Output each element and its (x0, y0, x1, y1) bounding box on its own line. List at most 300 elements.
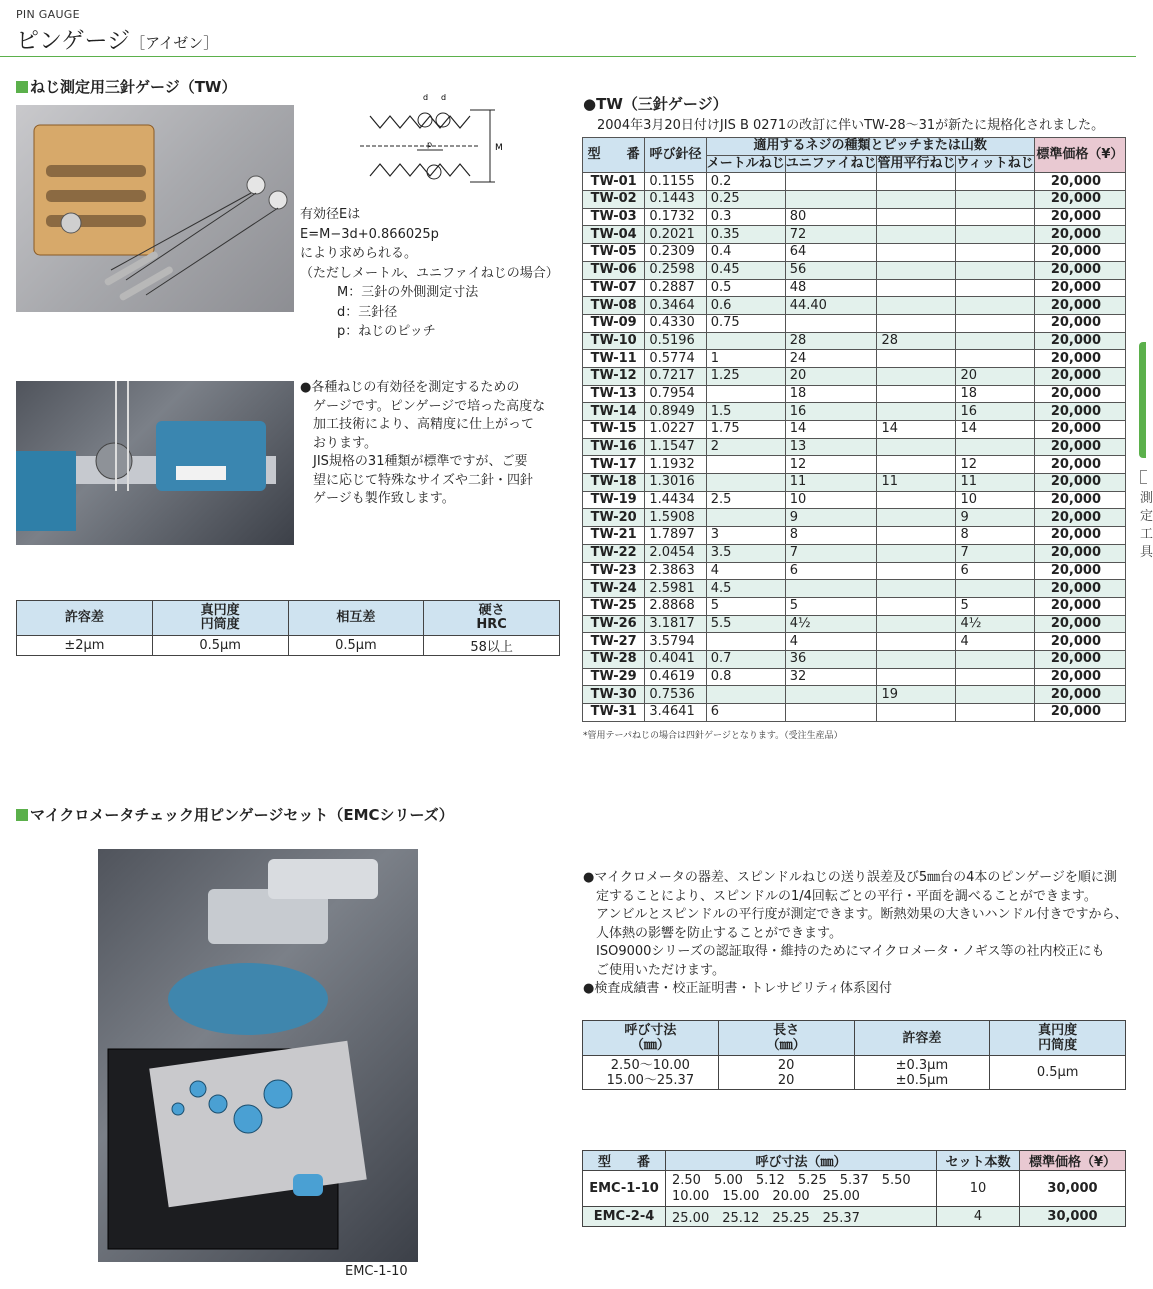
col-header-price: 標準価格（¥） (1020, 1151, 1126, 1171)
tw-whitworth (956, 314, 1034, 332)
tw-metric: 0.3 (706, 208, 785, 226)
emc-model-table (582, 1150, 1126, 1227)
tw-model: TW-03 (583, 208, 645, 226)
tw-unified (785, 314, 877, 332)
tw-pipe (877, 191, 956, 209)
table-row (583, 597, 1126, 615)
tw-pipe (877, 226, 956, 244)
col-header-metric: メートルねじ (706, 156, 785, 172)
tw-price: 20,000 (1034, 226, 1125, 244)
emc-model: EMC-2-4 (583, 1207, 666, 1227)
tw-model: TW-30 (583, 686, 645, 704)
tw-price: 20,000 (1034, 350, 1125, 368)
diagram-m-label: M (495, 143, 503, 153)
tw-diameter: 0.7217 (645, 367, 706, 385)
tw-price: 20,000 (1034, 456, 1125, 474)
tw-whitworth: 20 (956, 367, 1034, 385)
tw-model: TW-28 (583, 650, 645, 668)
tw-metric: 3 (706, 527, 785, 545)
emc-sizes-line: 2.50 5.00 5.12 5.25 5.37 5.50 (672, 1172, 911, 1188)
tw-diameter: 0.2887 (645, 279, 706, 297)
tw-diameter: 3.5794 (645, 633, 706, 651)
description-line: アンビルとスピンドルの平行度が測定できます。断熱効果の大きいハンドル付きですから、 (583, 907, 1128, 922)
tw-whitworth (956, 704, 1034, 722)
tw-price: 20,000 (1034, 403, 1125, 421)
tw-unified: 8 (785, 527, 877, 545)
col-header-price: 標準価格（¥） (1034, 138, 1125, 173)
tw-metric: 5.5 (706, 615, 785, 633)
tw-price: 20,000 (1034, 385, 1125, 403)
tw-pipe (877, 297, 956, 315)
tw-metric: 0.25 (706, 191, 785, 209)
description-line: ●各種ねじの有効径を測定するための (300, 380, 520, 395)
tw-whitworth: 9 (956, 509, 1034, 527)
tw-metric (706, 385, 785, 403)
col-header-group: 適用するネジの種類とピッチまたは山数 (706, 138, 1034, 156)
tw-pipe (877, 704, 956, 722)
tw-unified (785, 173, 877, 191)
description-line: ゲージも製作致します。 (300, 491, 455, 506)
title-text: ピンゲージ (16, 28, 131, 54)
tw-metric: 6 (706, 704, 785, 722)
tw-price: 20,000 (1034, 314, 1125, 332)
spec-value: 0.5μm (152, 636, 288, 656)
table-row (583, 527, 1126, 545)
table-row (583, 367, 1126, 385)
spec-header: 許容差 (17, 601, 153, 636)
micrometer-illustration (16, 381, 294, 545)
tw-model: TW-18 (583, 474, 645, 492)
tw-metric: 1 (706, 350, 785, 368)
table-row (583, 562, 1126, 580)
tw-pipe (877, 491, 956, 509)
tw-unified: 10 (785, 491, 877, 509)
tw-price: 20,000 (1034, 208, 1125, 226)
tw-pipe (877, 350, 956, 368)
tw-unified: 4 (785, 633, 877, 651)
table-row (583, 279, 1126, 297)
description-line: ●マイクロメータの器差、スピンドルねじの送り誤差及び5㎜台の4本のピンゲージを順に測 (583, 870, 1117, 885)
tw-pipe (877, 208, 956, 226)
tw-pipe (877, 173, 956, 191)
tw-price: 20,000 (1034, 704, 1125, 722)
tw-pipe (877, 509, 956, 527)
tw-diameter: 0.2021 (645, 226, 706, 244)
tw-model: TW-22 (583, 544, 645, 562)
tw-whitworth (956, 279, 1034, 297)
tw-whitworth (956, 686, 1034, 704)
tw-unified (785, 704, 877, 722)
tw-model: TW-27 (583, 633, 645, 651)
diagram-p-label: p (427, 140, 433, 149)
tw-pipe (877, 261, 956, 279)
table-row (583, 403, 1126, 421)
tw-diameter: 1.7897 (645, 527, 706, 545)
tw-unified: 13 (785, 438, 877, 456)
tw-price: 20,000 (1034, 332, 1125, 350)
emc-price: 30,000 (1020, 1207, 1126, 1227)
tw-price: 20,000 (1034, 191, 1125, 209)
tw-model: TW-12 (583, 367, 645, 385)
description-line: 加工技術により、高精度に仕上がって (300, 417, 535, 432)
tw-price: 20,000 (1034, 244, 1125, 262)
tw-pipe (877, 438, 956, 456)
tw-whitworth (956, 580, 1034, 598)
description-line: 人体熱の影響を防止することができます。 (583, 925, 842, 941)
tw-pipe (877, 403, 956, 421)
tw-metric: 2.5 (706, 491, 785, 509)
tw-metric: 0.8 (706, 668, 785, 686)
tw-diameter: 1.0227 (645, 421, 706, 439)
tw-whitworth: 8 (956, 527, 1034, 545)
emc-model: EMC-1-10 (583, 1171, 666, 1207)
table-row (583, 208, 1126, 226)
tw-pipe (877, 456, 956, 474)
col-header-model: 型 番 (583, 138, 645, 173)
tw-table-title: ●TW（三針ゲージ） (583, 95, 728, 113)
tw-model: TW-23 (583, 562, 645, 580)
emc-sizes-line: 10.00 15.00 20.00 25.00 (672, 1188, 860, 1204)
tw-diameter: 0.7536 (645, 686, 706, 704)
heading-square-icon (16, 81, 28, 93)
tw-unified: 12 (785, 456, 877, 474)
spec-header: 真円度 円筒度 (152, 601, 288, 636)
emc-count: 4 (937, 1207, 1020, 1227)
table-row (583, 615, 1126, 633)
tw-metric: 3.5 (706, 544, 785, 562)
tw-unified: 14 (785, 421, 877, 439)
tw-metric: 0.35 (706, 226, 785, 244)
tw-whitworth (956, 173, 1034, 191)
tw-whitworth (956, 261, 1034, 279)
table-row (583, 261, 1126, 279)
tw-price: 20,000 (1034, 491, 1125, 509)
tw-metric: 0.4 (706, 244, 785, 262)
col-header-unified: ユニファイねじ (785, 156, 877, 172)
tw-price: 20,000 (1034, 474, 1125, 492)
tw-model: TW-10 (583, 332, 645, 350)
tw-metric: 2 (706, 438, 785, 456)
tw-unified: 16 (785, 403, 877, 421)
tw-whitworth: 16 (956, 403, 1034, 421)
tw-model: TW-06 (583, 261, 645, 279)
spec-header: 相互差 (288, 601, 424, 636)
tw-metric: 0.2 (706, 173, 785, 191)
tw-whitworth (956, 332, 1034, 350)
tw-unified: 9 (785, 509, 877, 527)
tw-model: TW-08 (583, 297, 645, 315)
description-line: 定することにより、スピンドルの1/4回転ごとの平行・平面を調べることができます。 (583, 888, 1097, 904)
spec-header: 真円度 円筒度 (990, 1021, 1126, 1056)
tw-model: TW-26 (583, 615, 645, 633)
tw-price: 20,000 (1034, 597, 1125, 615)
description-line: ISO9000シリーズの認証取得・維持のためにマイクロメータ・ノギス等の社内校正にも (583, 944, 1105, 959)
emc-sizes (666, 1171, 937, 1207)
tw-whitworth (956, 438, 1034, 456)
tw-metric: 0.6 (706, 297, 785, 315)
tw-whitworth: 12 (956, 456, 1034, 474)
table-row (583, 1207, 1126, 1227)
diagram-d-label: d (441, 93, 447, 102)
tw-price: 20,000 (1034, 527, 1125, 545)
tw-model: TW-25 (583, 597, 645, 615)
tw-pipe: 14 (877, 421, 956, 439)
formula-line: p：ねじのピッチ (324, 324, 436, 339)
col-header-diameter: 呼び針径 (645, 138, 706, 173)
spec-header: 硬さ HRC (424, 601, 560, 636)
tw-diameter: 0.4619 (645, 668, 706, 686)
formula-line: d：三針径 (324, 304, 398, 320)
tw-unified: 28 (785, 332, 877, 350)
tw-metric: 4.5 (706, 580, 785, 598)
diagram-d-label: d (423, 93, 429, 102)
emc-section-heading: マイクロメータチェック用ピンゲージセット（EMCシリーズ） (16, 804, 454, 825)
tw-price: 20,000 (1034, 633, 1125, 651)
tw-unified: 11 (785, 474, 877, 492)
spec-value: 0.5μm (288, 636, 424, 656)
tw-price: 20,000 (1034, 438, 1125, 456)
table-row (583, 544, 1126, 562)
emc-description (583, 869, 1127, 999)
description-line: JIS規格の31種類が標準ですが、ご要 (300, 454, 528, 469)
spec-value-length: 20 20 (718, 1056, 854, 1090)
tw-pipe (877, 544, 956, 562)
tw-pipe (877, 668, 956, 686)
page-title (16, 22, 218, 55)
col-header-count: セット本数 (937, 1151, 1020, 1171)
table-row (583, 314, 1126, 332)
table-row (583, 633, 1126, 651)
tw-pipe (877, 633, 956, 651)
tw-section-heading: ねじ測定用三針ゲージ（TW） (16, 76, 236, 97)
tw-case-photo (16, 105, 294, 312)
tw-unified: 18 (785, 385, 877, 403)
tw-unified (785, 580, 877, 598)
table-row (583, 474, 1126, 492)
tw-diameter: 0.3464 (645, 297, 706, 315)
header-rule (0, 56, 1136, 57)
tw-model: TW-19 (583, 491, 645, 509)
emc-set-photo (98, 849, 418, 1262)
heading-square-icon (16, 809, 28, 821)
tw-diameter: 2.8868 (645, 597, 706, 615)
tw-whitworth: 4½ (956, 615, 1034, 633)
tw-model: TW-11 (583, 350, 645, 368)
tw-unified: 4½ (785, 615, 877, 633)
tw-diameter: 1.1932 (645, 456, 706, 474)
tw-pipe (877, 562, 956, 580)
spec-value: 58以上 (424, 636, 560, 656)
tw-diameter: 0.5196 (645, 332, 706, 350)
tw-price: 20,000 (1034, 668, 1125, 686)
col-header-sizes: 呼び寸法（㎜） (666, 1151, 937, 1171)
tw-diameter: 0.7954 (645, 385, 706, 403)
side-index-tab (1139, 342, 1146, 458)
tw-unified: 80 (785, 208, 877, 226)
tw-diameter: 0.1443 (645, 191, 706, 209)
tw-whitworth: 6 (956, 562, 1034, 580)
tw-unified: 48 (785, 279, 877, 297)
col-header-pipe: 管用平行ねじ (877, 156, 956, 172)
tw-pipe: 19 (877, 686, 956, 704)
tw-diameter: 1.1547 (645, 438, 706, 456)
tw-price: 20,000 (1034, 261, 1125, 279)
tw-whitworth: 5 (956, 597, 1034, 615)
tw-metric (706, 456, 785, 474)
tw-price: 20,000 (1034, 297, 1125, 315)
emc-spec-table (582, 1020, 1126, 1090)
tw-whitworth: 14 (956, 421, 1034, 439)
tw-table-intro: 2004年3月20日付けJIS B 0271の改訂に伴いTW-28～31が新たに規格化されました。 (597, 118, 1105, 133)
emc-price: 30,000 (1020, 1171, 1126, 1207)
description-line: ゲージです。ピンゲージで培った高度な (300, 398, 546, 414)
col-header-model: 型 番 (583, 1151, 666, 1171)
tw-diameter: 2.5981 (645, 580, 706, 598)
tw-model: TW-21 (583, 527, 645, 545)
tw-price: 20,000 (1034, 615, 1125, 633)
tw-model: TW-07 (583, 279, 645, 297)
tw-model: TW-20 (583, 509, 645, 527)
tw-case-illustration (16, 105, 294, 312)
tw-whitworth (956, 244, 1034, 262)
tw-whitworth (956, 350, 1034, 368)
tw-model: TW-05 (583, 244, 645, 262)
tw-pipe (877, 385, 956, 403)
tw-diameter: 3.1817 (645, 615, 706, 633)
formula-line: （ただしメートル、ユニファイねじの場合） (300, 265, 559, 281)
table-row (583, 509, 1126, 527)
tw-price: 20,000 (1034, 279, 1125, 297)
formula-line: E=M−3d+0.866025p (300, 226, 439, 242)
spec-value: ±2μm (17, 636, 153, 656)
page-label: PIN GAUGE (16, 8, 80, 21)
tw-price: 20,000 (1034, 421, 1125, 439)
tw-metric: 0.5 (706, 279, 785, 297)
tw-diameter: 0.4041 (645, 650, 706, 668)
formula-line: により求められる。 (300, 246, 418, 261)
col-header-whitworth: ウィットねじ (956, 156, 1034, 172)
tw-unified: 6 (785, 562, 877, 580)
tw-pipe (877, 527, 956, 545)
table-row (583, 191, 1126, 209)
tw-spec-table (16, 600, 560, 656)
table-row (583, 704, 1126, 722)
tw-diameter: 1.5908 (645, 509, 706, 527)
table-row (583, 297, 1126, 315)
table-row (583, 226, 1126, 244)
tw-metric (706, 686, 785, 704)
tw-unified: 36 (785, 650, 877, 668)
tw-metric: 4 (706, 562, 785, 580)
description-line: おります。 (300, 435, 377, 451)
tw-price: 20,000 (1034, 686, 1125, 704)
description-line: ●検査成績書・校正証明書・トレサビリティ体系図付 (583, 981, 893, 996)
tw-pipe: 28 (877, 332, 956, 350)
table-row (583, 385, 1126, 403)
table-row (583, 668, 1126, 686)
tw-unified: 32 (785, 668, 877, 686)
tw-unified: 20 (785, 367, 877, 385)
tw-whitworth (956, 191, 1034, 209)
tw-whitworth: 4 (956, 633, 1034, 651)
tw-metric (706, 509, 785, 527)
tw-unified (785, 191, 877, 209)
table-row (583, 332, 1126, 350)
tw-metric (706, 332, 785, 350)
tw-pipe (877, 244, 956, 262)
formula-block (300, 205, 559, 342)
tw-description (300, 379, 545, 509)
tw-metric (706, 474, 785, 492)
tw-diameter: 0.4330 (645, 314, 706, 332)
spec-header: 呼び寸法 （㎜） (583, 1021, 719, 1056)
tw-model: TW-14 (583, 403, 645, 421)
tw-model: TW-16 (583, 438, 645, 456)
tw-pipe: 11 (877, 474, 956, 492)
tw-unified: 56 (785, 261, 877, 279)
tw-metric: 5 (706, 597, 785, 615)
tw-whitworth (956, 208, 1034, 226)
tw-whitworth: 18 (956, 385, 1034, 403)
tw-price: 20,000 (1034, 367, 1125, 385)
tw-diameter: 3.4641 (645, 704, 706, 722)
tw-whitworth (956, 297, 1034, 315)
tw-metric: 1.25 (706, 367, 785, 385)
tw-pipe (877, 580, 956, 598)
tw-metric: 0.45 (706, 261, 785, 279)
tw-pipe (877, 367, 956, 385)
tw-unified: 7 (785, 544, 877, 562)
tw-whitworth: 11 (956, 474, 1034, 492)
tw-pipe (877, 615, 956, 633)
tw-metric: 0.7 (706, 650, 785, 668)
emc-set-illustration (98, 849, 418, 1262)
tw-whitworth (956, 650, 1034, 668)
tw-diameter: 0.2598 (645, 261, 706, 279)
description-line: ご使用いただけます。 (583, 962, 725, 978)
tw-unified: 44.40 (785, 297, 877, 315)
tw-model: TW-15 (583, 421, 645, 439)
tw-metric: 0.75 (706, 314, 785, 332)
tw-model: TW-17 (583, 456, 645, 474)
tw-model: TW-31 (583, 704, 645, 722)
tw-price: 20,000 (1034, 562, 1125, 580)
tw-diameter: 0.2309 (645, 244, 706, 262)
tw-model: TW-02 (583, 191, 645, 209)
table-row (583, 580, 1126, 598)
tw-price: 20,000 (1034, 580, 1125, 598)
emc-count: 10 (937, 1171, 1020, 1207)
tw-diameter: 0.5774 (645, 350, 706, 368)
description-line: 望に応じて特殊なサイズや二針・四針 (300, 472, 533, 488)
tw-diameter: 0.1155 (645, 173, 706, 191)
spec-value-tolerance: ±0.3μm ±0.5μm (854, 1056, 990, 1090)
table-row (583, 438, 1126, 456)
tw-unified: 5 (785, 597, 877, 615)
tw-price: 20,000 (1034, 173, 1125, 191)
side-index-marker (1140, 470, 1147, 484)
spec-header: 許容差 (854, 1021, 990, 1056)
tw-diameter: 1.4434 (645, 491, 706, 509)
tw-model: TW-13 (583, 385, 645, 403)
thread-diagram (355, 88, 505, 198)
title-maker: ［アイゼン］ (130, 34, 219, 52)
tw-table-body (583, 173, 1126, 721)
tw-whitworth: 7 (956, 544, 1034, 562)
tw-diameter: 2.0454 (645, 544, 706, 562)
tw-unified: 72 (785, 226, 877, 244)
formula-line: 有効径Eは (300, 207, 361, 222)
